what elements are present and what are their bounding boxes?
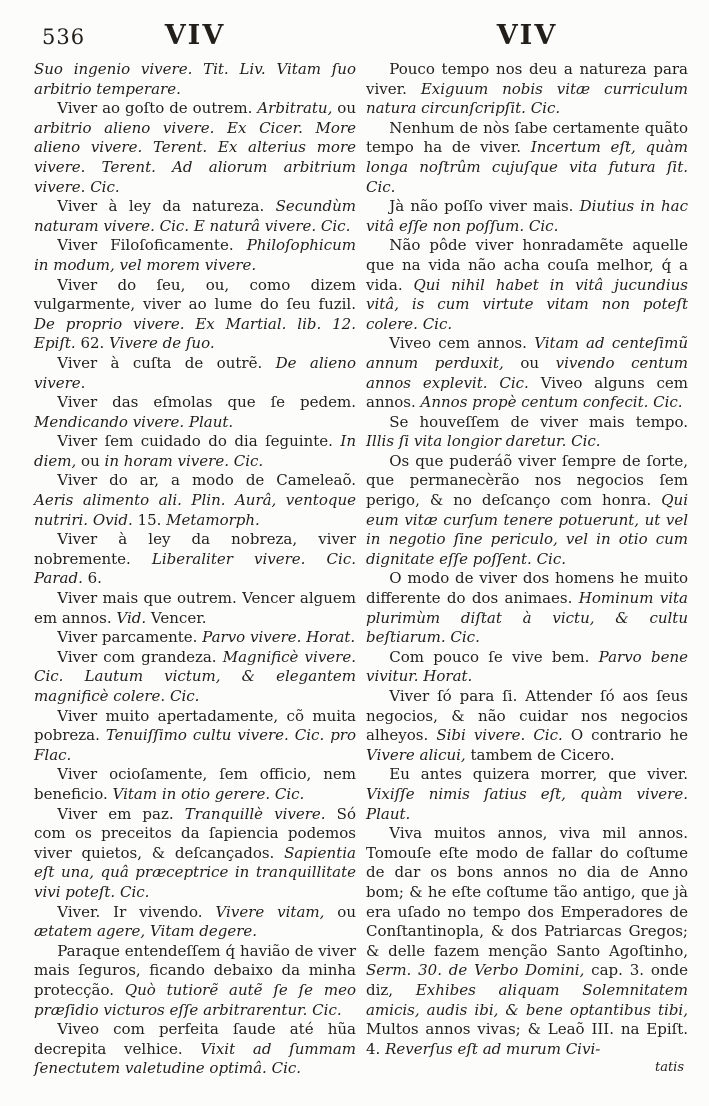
dictionary-entry — [34, 530, 356, 589]
portuguese-text: Viver à ley da nobreza, viver nobremente. — [34, 530, 356, 568]
latin-phrase: De proprio vivere. Ex Martial. lib. 12. Epiſt. — [34, 314, 356, 353]
latin-phrase: Parvo vivere. Horat. — [202, 628, 356, 647]
latin-phrase: Metamorph. — [166, 510, 260, 529]
running-head-right: VIV — [496, 20, 558, 51]
portuguese-text: Viver ocioſamente, ſem officio, nem beneficio. — [34, 765, 356, 803]
dictionary-entry — [366, 765, 688, 824]
latin-phrase: Serm. 30. de Verbo Domini, — [366, 961, 592, 980]
portuguese-text: Viver do ſeu, ou, como dizem vulgarmente, viver ao lume do ſeu fuzil. — [34, 275, 356, 314]
latin-phrase: Diutius in hac vitâ eſſe non poſſum. Cic. — [366, 197, 689, 235]
latin-phrase: Arbitratu, — [257, 99, 338, 118]
latin-phrase: Philoſophicum in modum, vel morem vivere. — [34, 236, 356, 274]
latin-phrase: Exiguum nobis vitæ curriculum natura circunſcripſit. Cic. — [366, 79, 688, 118]
portuguese-text: ou — [81, 451, 105, 470]
latin-phrase: Tenuiſſimo cultu vivere. Cic. pro Flac. — [34, 726, 356, 764]
dictionary-entry — [34, 1020, 356, 1079]
portuguese-text: Os que puderáõ viver ſempre de ſorte, que permanecèrão nos negocios ſem perigo, & no deſcanço com honra. — [366, 451, 688, 510]
latin-phrase: De alieno vivere. — [34, 353, 356, 392]
latin-phrase: Vivere alicui, — [366, 745, 471, 764]
portuguese-text: Viver ao goſto de outrem. — [57, 99, 258, 118]
latin-phrase: Liberaliter vivere. Cic. Parad. — [34, 549, 356, 588]
dictionary-entry — [366, 569, 688, 647]
latin-phrase: Magnificè vivere. Cic. Lautum victum, & elegantem magnificè colere. Cic. — [34, 647, 356, 705]
page-header — [34, 20, 688, 60]
portuguese-text: Viva muitos annos, viva mil annos. Tomouſe eſte modo de fallar do coſtume de dar os bons annos no dia de Anno bom; & he eſte coſtume tão antigo, que jà era uſado no tempo dos Emperadores de Conſtantinopla, & dos Patriarcas Gregos; & delle fazem menção Santo Agoſtinho, — [366, 824, 688, 960]
latin-phrase: Sapientia eſt una, quâ præceptrice in tranquillitate vivi poteſt. Cic. — [34, 843, 356, 901]
dictionary-entry — [34, 903, 356, 942]
portuguese-text: Viver do ar, a modo de Cameleaõ. — [57, 471, 356, 490]
latin-phrase: Sibi vivere. Cic. — [436, 726, 571, 745]
portuguese-text: 62. — [80, 334, 110, 353]
portuguese-text: Com pouco ſe vive bem. — [389, 647, 599, 666]
page-number: 536 — [42, 25, 86, 49]
latin-phrase: in horam vivere. Cic. — [104, 451, 264, 470]
portuguese-text: ou — [520, 353, 556, 372]
dictionary-entry — [34, 393, 356, 432]
latin-phrase: Reverſus eſt ad murum Civi- — [385, 1039, 601, 1058]
latin-phrase: Qui nihil habet in vitâ jucundius vitâ, is cum virtute vitam non poteſt colere. Cic. — [366, 275, 688, 333]
latin-phrase: Parvo bene vivitur. Horat. — [366, 647, 688, 686]
portuguese-text: Viveo alguns cem annos. — [366, 373, 689, 412]
portuguese-text: 6. — [87, 569, 102, 588]
portuguese-text: Pouco tempo nos deu a natureza para viver. — [366, 60, 688, 98]
dictionary-entry — [366, 413, 688, 452]
portuguese-text: 15. — [137, 510, 167, 529]
portuguese-text: Viver muito apertadamente, cõ muita pobreza. — [34, 706, 356, 745]
portuguese-text: Se houveſſem de viver mais tempo. — [389, 412, 688, 431]
latin-phrase: Annos propè centum confecit. Cic. — [420, 393, 683, 412]
latin-phrase: Vixiſſe nimis ſatius eſt, quàm vivere. Plaut. — [366, 784, 688, 823]
text-column-left — [34, 60, 356, 1079]
latin-phrase: arbitrio alieno vivere. Ex Cicer. More alieno vivere. Terent. Ex alterius more vivere. Terent. Ad aliorum arbitrium vivere. Cic. — [34, 118, 356, 196]
portuguese-text: Jà não poſſo viver mais. — [389, 197, 580, 216]
portuguese-text: Viver com grandeza. — [57, 647, 223, 666]
latin-phrase: In diem, — [34, 432, 356, 470]
dictionary-entry — [34, 805, 356, 903]
dictionary-entry — [34, 942, 356, 1020]
portuguese-text: Viver à cuſta de outrẽ. — [57, 353, 276, 372]
portuguese-text: Eu antes quizera morrer, que viver. — [389, 765, 688, 784]
portuguese-text: Viver ſem cuidado do dia ſeguinte. — [57, 432, 341, 451]
dictionary-entry — [34, 99, 356, 197]
portuguese-text: Viver mais que outrem. Vencer alguem em annos. — [34, 589, 356, 627]
portuguese-text: ou — [337, 902, 356, 921]
latin-phrase: Vid. — [116, 608, 151, 627]
text-columns — [34, 60, 688, 1079]
dictionary-entry — [366, 119, 688, 197]
dictionary-entry — [34, 707, 356, 766]
dictionary-entry — [366, 236, 688, 334]
catchword: tatis — [654, 1060, 684, 1076]
latin-phrase: Aeris alimento ali. Plin. Aurâ, ventoque nutriri. Ovid. — [34, 491, 356, 529]
dictionary-entry — [366, 687, 688, 765]
dictionary-entry — [34, 60, 356, 99]
portuguese-text: cap. 3. onde diz, — [366, 961, 688, 999]
latin-phrase: Vixit ad ſummam ſenectutem valetudine optimâ. Cic. — [34, 1039, 356, 1078]
dictionary-entry — [34, 354, 356, 393]
portuguese-text: Viver ſó para ſi. Attender ſó aos ſeus negocios, & não cuidar nos negocios alheyos. — [366, 687, 688, 745]
latin-phrase: Illis ſi vita longior daretur. Cic. — [366, 432, 601, 451]
portuguese-text: Multos annos vivas; & Leaõ III. na Epiſt. 4. — [366, 1020, 688, 1058]
dictionary-entry — [34, 236, 356, 275]
portuguese-text: Viver parcamente. — [57, 628, 203, 647]
portuguese-text: Nenhum de nòs ſabe certamente quãto tempo ha de viver. — [366, 118, 688, 157]
portuguese-text: Viveo cem annos. — [389, 334, 535, 353]
dictionary-entry — [34, 765, 356, 804]
dictionary-entry — [34, 628, 356, 648]
portuguese-text: tambem de Cicero. — [470, 745, 615, 764]
portuguese-text: Vencer. — [150, 608, 207, 627]
dictionary-entry — [366, 60, 688, 119]
portuguese-text: Viveo com perfeita ſaude até hũa decrepita velhice. — [34, 1020, 356, 1058]
dictionary-entry — [366, 334, 688, 412]
latin-phrase: Qui eum vitæ curſum tenere potuerunt, ut vel in negotio ſine periculo, vel in otio cum dignitate eſſe poſſent. Cic. — [366, 491, 688, 568]
latin-phrase: Hominum vita plurimùm diſtat à victu, & cultu beſtiarum. Cic. — [366, 589, 688, 647]
portuguese-text: O modo de viver dos homens he muito differente do dos animaes. — [366, 569, 688, 608]
latin-phrase: Vivere vitam, — [215, 902, 338, 921]
latin-phrase: Incertum eſt, quàm longa noſtrûm cujuſque vita futura ſit. Cic. — [366, 138, 688, 196]
dictionary-entry — [366, 648, 688, 687]
latin-phrase: Mendicando vivere. Plaut. — [34, 412, 234, 431]
dictionary-entry — [366, 452, 688, 570]
running-head-left: VIV — [164, 20, 226, 51]
latin-phrase: Vivere de ſuo. — [109, 334, 215, 353]
text-column-right — [366, 60, 688, 1079]
dictionary-entry — [34, 471, 356, 530]
latin-phrase: Tranquillè vivere. — [184, 804, 337, 823]
latin-phrase: Secundùm naturam vivere. Cic. E naturâ vivere. Cic. — [34, 197, 356, 235]
latin-phrase: Exhibes aliquam Solemnitatem amicis, audis ibi, & bene optantibus tibi, — [366, 980, 689, 1019]
portuguese-text: Viver Filoſoficamente. — [57, 236, 247, 255]
portuguese-text: Paraque entendeſſem q́ havião de viver mais ſeguros, ficando debaixo da minha protecção. — [34, 941, 356, 999]
latin-phrase: Suo ingenio vivere. Tit. Liv. Vitam ſuo arbitrio temperare. — [34, 60, 356, 98]
dictionary-entry — [34, 197, 356, 236]
portuguese-text: Não pôde viver honradamẽte aquelle que na vida não acha couſa melhor, q́ a vida. — [366, 236, 688, 294]
portuguese-text: Viver à ley da natureza. — [57, 197, 276, 216]
portuguese-text: Viver. Ir vivendo. — [57, 902, 216, 921]
latin-phrase: Vitam in otio gerere. Cic. — [112, 784, 305, 803]
dictionary-entry — [34, 276, 356, 354]
latin-phrase: Vitam ad centeſimũ annum perduxit, — [366, 334, 688, 372]
portuguese-text: Só com os preceitos da ſapiencia podemos viver quietos, & deſcançados. — [34, 804, 356, 862]
portuguese-text: Viver das eſmolas que ſe pedem. — [57, 393, 356, 412]
dictionary-entry — [366, 824, 688, 1059]
portuguese-text: O contrario he — [570, 726, 688, 745]
latin-phrase: vivendo centum annos explevit. Cic. — [366, 353, 688, 392]
dictionary-entry — [366, 197, 688, 236]
portuguese-text: Viver em paz. — [57, 804, 185, 823]
latin-phrase: Quò tutiorẽ autẽ ſe ſe meo præſidio victuros eſſe arbitrarentur. Cic. — [34, 980, 356, 1019]
dictionary-entry — [34, 648, 356, 707]
dictionary-entry — [34, 432, 356, 471]
dictionary-entry — [34, 589, 356, 628]
latin-phrase: ætatem agere, Vitam degere. — [34, 922, 258, 941]
portuguese-text: ou — [337, 99, 356, 118]
